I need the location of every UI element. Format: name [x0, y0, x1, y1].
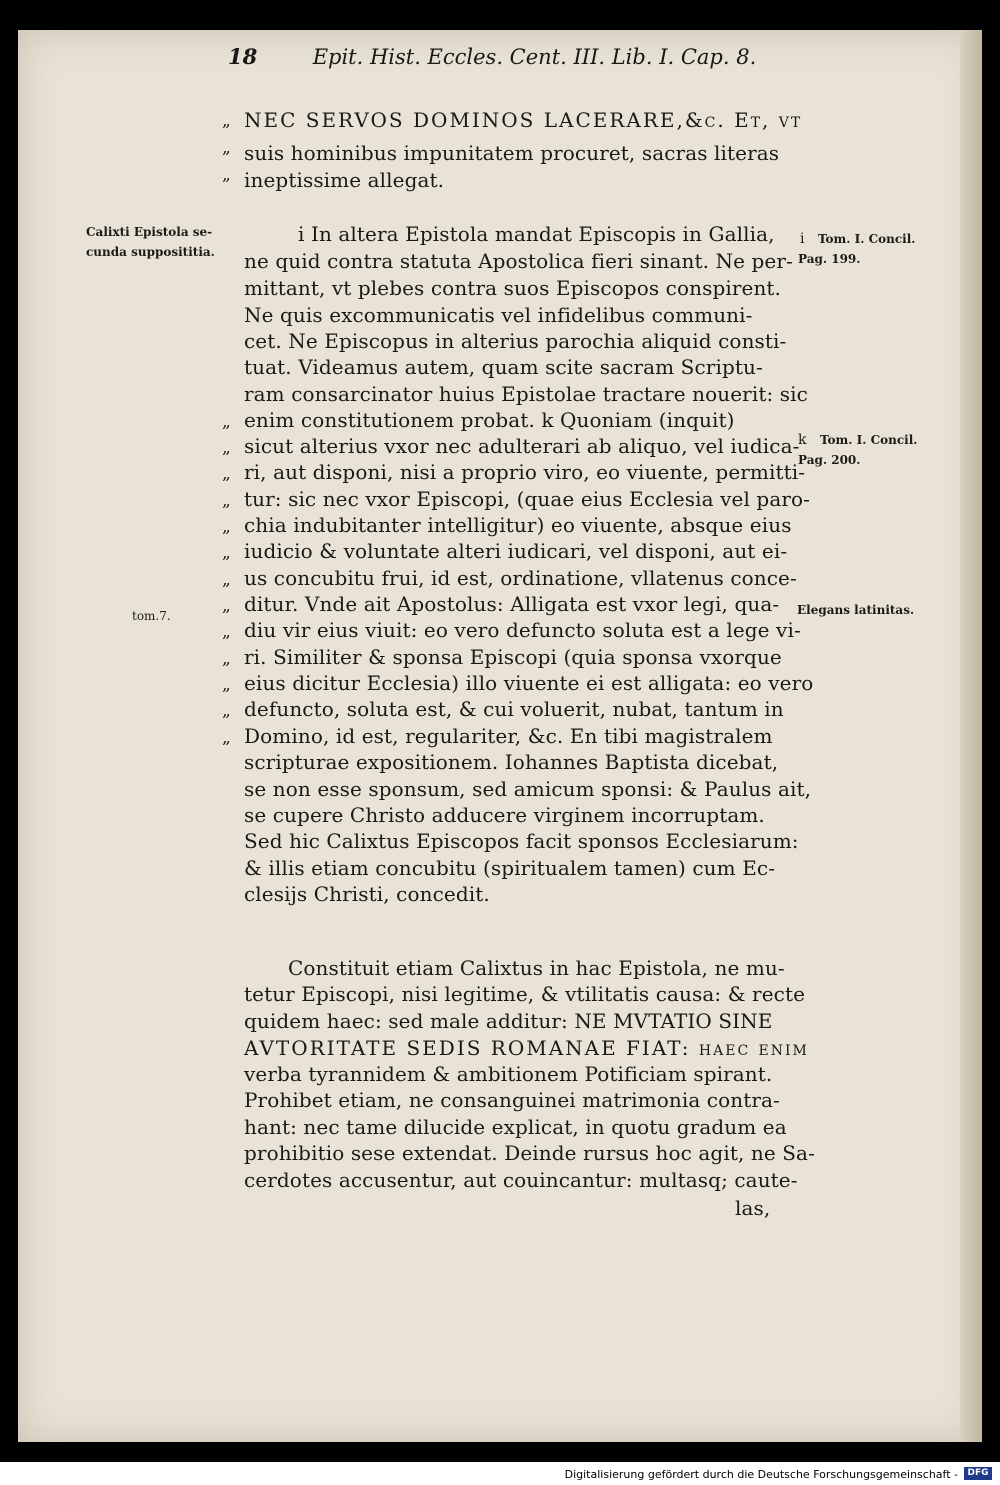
- text-line: AVTORITATE SEDIS ROMANAE FIAT: haec enim: [244, 1036, 809, 1060]
- margin-note-right: Elegans latinitas.: [797, 603, 915, 617]
- quote-mark: „: [222, 464, 231, 484]
- text-line: prohibitio sese extendat. Deinde rursus hoc agit, ne Sa-: [244, 1141, 815, 1165]
- text-line: mittant, vt plebes contra suos Episcopos conspirent.: [244, 276, 782, 300]
- quote-mark: „: [222, 728, 231, 748]
- margin-note-left: Calixti Epistola se-: [86, 225, 213, 239]
- quote-mark: „: [222, 138, 231, 158]
- quote-mark: „: [222, 491, 231, 511]
- text-line: ditur. Vnde ait Apostolus: Alligata est vxor legi, qua-: [244, 592, 780, 616]
- quote-mark: „: [222, 111, 231, 131]
- text-line: & illis etiam concubitu (spiritualem tamen) cum Ec-: [244, 856, 776, 880]
- margin-note-right: Pag. 200.: [798, 453, 861, 467]
- quote-mark: „: [222, 165, 231, 185]
- text-line: se non esse sponsum, sed amicum sponsi: & Paulus ait,: [244, 777, 812, 801]
- dfg-logo: DFG: [964, 1467, 992, 1480]
- text-line: ne quid contra statuta Apostolica fieri sinant. Ne per-: [244, 249, 793, 273]
- text-line: sicut alterius vxor nec adulterari ab aliquo, vel iudica-: [244, 434, 800, 458]
- running-header: [228, 44, 788, 69]
- footer-bar: [0, 1462, 1000, 1485]
- margin-note-left: tom.7.: [132, 609, 171, 623]
- text-line: NEC SERVOS DOMINOS LACERARE,&c. Et, vt: [244, 108, 803, 132]
- text-line: Domino, id est, regulariter, &c. En tibi magistralem: [244, 724, 773, 748]
- text-line: scripturae expositionem. Iohannes Baptista dicebat,: [244, 750, 779, 774]
- text-line: chia indubitanter intelligitur) eo viuente, absque eius: [244, 513, 792, 537]
- quote-mark: „: [222, 649, 231, 669]
- text-line: ram consarcinator huius Epistolae tractare nouerit: sic: [244, 382, 808, 406]
- text-line: cet. Ne Episcopus in alterius parochia aliquid consti-: [244, 329, 787, 353]
- text-line: tur: sic nec vxor Episcopi, (quae eius Ecclesia vel paro-: [244, 487, 811, 511]
- text-line: diu vir eius viuit: eo vero defuncto soluta est a lege vi-: [244, 618, 801, 642]
- text-line: Ne quis excommunicatis vel infidelibus communi-: [244, 303, 753, 327]
- text-line: se cupere Christo adducere virginem incorruptam.: [244, 803, 765, 827]
- text-line: i In altera Epistola mandat Episcopis in Gallia,: [298, 222, 775, 246]
- quote-mark: „: [222, 438, 231, 458]
- text-line: tetur Episcopi, nisi legitime, & vtilitatis causa: & recte: [244, 982, 806, 1006]
- quote-mark: „: [222, 675, 231, 695]
- text-line: defuncto, soluta est, & cui voluerit, nubat, tantum in: [244, 697, 784, 721]
- text-line: hant: nec tame dilucide explicat, in quotu gradum ea: [244, 1115, 787, 1139]
- quote-mark: „: [222, 596, 231, 616]
- text-line: ri. Similiter & sponsa Episcopi (quia sponsa vxorque: [244, 645, 782, 669]
- quote-mark: „: [222, 517, 231, 537]
- text-line: clesijs Christi, concedit.: [244, 882, 490, 906]
- quote-mark: „: [222, 622, 231, 642]
- text-line: ineptissime allegat.: [244, 168, 445, 192]
- margin-note-right: Pag. 199.: [798, 252, 861, 266]
- quote-mark: „: [222, 543, 231, 563]
- text-line: ri, aut disponi, nisi a proprio viro, eo viuente, permitti-: [244, 460, 806, 484]
- text-line: Sed hic Calixtus Episcopos facit sponsos Ecclesiarum:: [244, 829, 799, 853]
- footnote-mark: k: [798, 432, 807, 448]
- footnote-mark: i: [800, 231, 805, 247]
- text-line: suis hominibus impunitatem procuret, sacras literas: [244, 141, 780, 165]
- text-line: enim constitutionem probat. k Quoniam (inquit): [244, 408, 735, 432]
- text-line: Prohibet etiam, ne consanguinei matrimonia contra-: [244, 1088, 780, 1112]
- page-edge: [960, 30, 982, 1442]
- text-line: eius dicitur Ecclesia) illo viuente ei est alligata: eo vero: [244, 671, 814, 695]
- margin-note-right: Tom. I. Concil.: [820, 433, 918, 447]
- text-line: tuat. Videamus autem, quam scite sacram Scriptu-: [244, 355, 763, 379]
- quote-mark: „: [222, 412, 231, 432]
- text-line: us concubitu frui, id est, ordinatione, vllatenus conce-: [244, 566, 797, 590]
- text-line: Constituit etiam Calixtus in hac Epistola, ne mu-: [288, 956, 785, 980]
- margin-note-left: cunda supposititia.: [86, 245, 215, 259]
- catchword: las,: [735, 1196, 771, 1220]
- text-line: cerdotes accusentur, aut couincantur: multasq; caute-: [244, 1168, 798, 1192]
- quote-mark: „: [222, 701, 231, 721]
- quote-mark: „: [222, 570, 231, 590]
- margin-note-right: Tom. I. Concil.: [818, 232, 916, 246]
- text-line: quidem haec: sed male additur: NE MVTATIO SINE: [244, 1009, 773, 1033]
- running-title: Epit. Hist. Eccles. Cent. III. Lib. I. Cap. 8.: [312, 45, 757, 69]
- page-number: 18: [228, 44, 258, 69]
- footer-text: Digitalisierung gefördert durch die Deutsche Forschungsgemeinschaft -: [564, 1468, 958, 1481]
- text-line: iudicio & voluntate alteri iudicari, vel disponi, aut ei-: [244, 539, 788, 563]
- text-line: verba tyrannidem & ambitionem Potificiam spirant.: [244, 1062, 773, 1086]
